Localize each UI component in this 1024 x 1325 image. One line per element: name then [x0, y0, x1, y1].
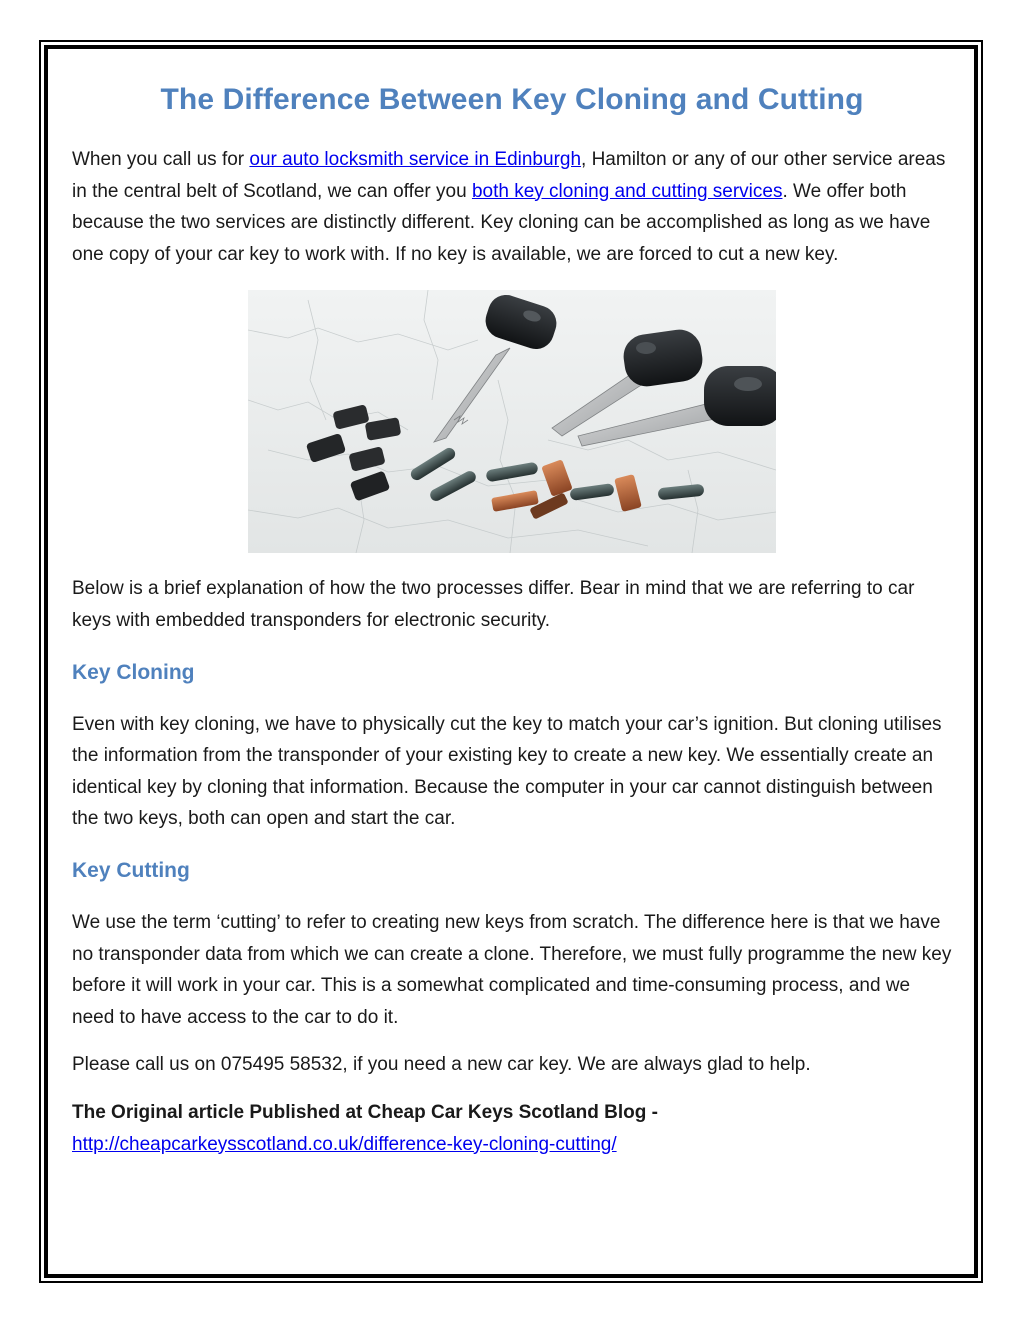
cloning-cutting-services-link[interactable]: both key cloning and cutting services [471, 180, 783, 202]
key-cutting-heading: Key Cutting [72, 858, 190, 882]
intro-text-1: When you call us for [72, 149, 250, 170]
intro-text-3: . We offer both because the two services are distinctly different. Key cloning can be accomplished as long as we have one copy of your car key to work with. If no key is available, we are forced to cut a new key. [72, 180, 931, 265]
key-cloning-heading: Key Cloning [72, 660, 195, 684]
source-url-link[interactable]: http://cheapcarkeysscotland.co.uk/difference-key-cloning-cutting/ [72, 1133, 617, 1155]
article [72, 78, 952, 1160]
call-to-action: Please call us on 075495 58532, if you need a new car key. We are always glad to help. [72, 1054, 811, 1076]
source-label: The Original article Published at Cheap Car Keys Scotland Blog - [72, 1101, 658, 1123]
source-attribution [72, 1097, 952, 1160]
edinburgh-service-link[interactable]: our auto locksmith service in Edinburgh [249, 149, 582, 170]
keys-and-transponders-photo [248, 290, 776, 553]
key-cutting-paragraph: We use the term ‘cutting’ to refer to creating new keys from scratch. The difference here is that we have no transponder data from which we can create a clone. Therefore, we must fully programme the new key before it will work in your car. This is a somewhat complicated and time-consuming process, and we need to have access to the car to do it. [72, 911, 952, 1028]
key-cloning-paragraph: Even with key cloning, we have to physically cut the key to match your car’s ignition. But cloning utilises the information from the transponder of your existing key to create a new key. We essentially create an identical key by cloning that information. Because the computer in your car cannot distinguish between the two keys, both can open and start the car. [72, 713, 942, 830]
intro-text-2: , Hamilton or any of our other service areas in the central belt of Scotland, we can offer you [72, 149, 946, 202]
page-title: The Difference Between Key Cloning and Cutting [160, 83, 864, 116]
intro-paragraph [72, 144, 952, 270]
explanation-paragraph: Below is a brief explanation of how the two processes differ. Bear in mind that we are referring to car keys with embedded transponders for electronic security. [72, 578, 915, 631]
